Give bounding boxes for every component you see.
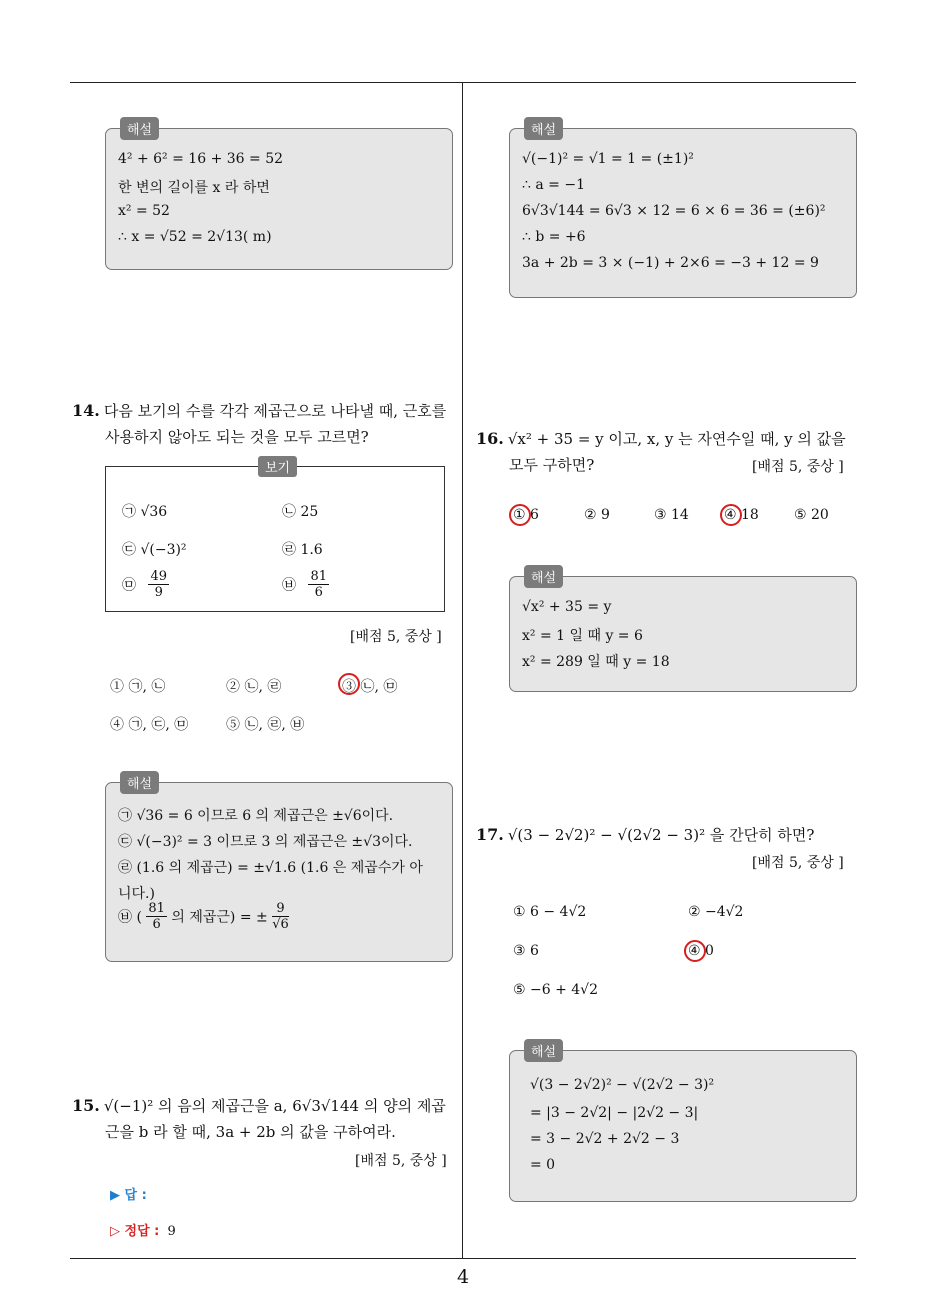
answer-prompt: ▶ 답 :	[110, 1188, 147, 1203]
solution-line: 니다.)	[118, 886, 155, 902]
top-rule	[70, 82, 856, 83]
fraction	[308, 569, 329, 600]
option-2[interactable]: ② ㉡, ㉣	[226, 679, 282, 695]
solution-box-17	[509, 1045, 857, 1202]
answer-mark	[509, 504, 531, 526]
solution-line: = 0	[530, 1157, 556, 1173]
solution-line: x² = 289 일 때 y = 18	[522, 654, 670, 670]
bogi-tag: 보기	[258, 456, 297, 477]
question-14	[72, 398, 460, 450]
bogi-item	[122, 569, 169, 600]
solution-line: 6√3√144 = 6√3 × 12 = 6 × 6 = 36 = (±6)²	[522, 203, 826, 219]
denominator: 9	[154, 585, 163, 600]
answer-mark	[684, 940, 706, 962]
answer-label	[110, 1184, 147, 1203]
solution-line: ∴ b = +6	[522, 229, 586, 245]
solution-line: √(3 − 2√2)² − √(2√2 − 3)²	[530, 1077, 715, 1093]
question-number: 17.	[476, 825, 504, 844]
answer-mark	[720, 504, 742, 526]
bogi-item: ㉣ 1.6	[282, 542, 323, 558]
option-3[interactable]: ③ 6	[513, 943, 539, 959]
option-4[interactable]: ④ ㉠, ㉢, ㉤	[110, 717, 189, 733]
bogi-item: ㉡ 25	[282, 504, 319, 520]
question-number: 15.	[72, 1096, 100, 1115]
solution-line: ㉣ (1.6 의 제곱근) = ±√1.6 (1.6 은 제곱수가 아	[118, 860, 423, 876]
option-1[interactable]: ① 6	[513, 507, 539, 523]
solution-line: 3a + 2b = 3 × (−1) + 2×6 = −3 + 12 = 9	[522, 255, 819, 271]
answer-mark	[338, 673, 360, 695]
question-text: √x² + 35 = y 이고, x, y 는 자연수일 때, y 의 값을	[507, 430, 846, 448]
option-4[interactable]: ④ 0	[688, 943, 714, 959]
bogi-mark: ㉥	[282, 577, 296, 594]
solution-line: x² = 52	[118, 203, 170, 219]
question-text: √(3 − 2√2)² − √(2√2 − 3)² 을 간단히 하면?	[507, 826, 815, 844]
fraction	[148, 569, 169, 600]
bogi-item	[282, 569, 329, 600]
option-1[interactable]: ① ㉠, ㉡	[110, 679, 166, 695]
question-17	[476, 822, 860, 848]
solution-tag: 해설	[120, 771, 159, 794]
option-2[interactable]: ② 9	[584, 507, 610, 523]
solution-tag: 해설	[524, 117, 563, 140]
option-4[interactable]: ④ 18	[724, 507, 759, 523]
solution-box-16	[509, 571, 857, 692]
question-15	[72, 1093, 460, 1145]
solution-line: 한 변의 길이를 x 라 하면	[118, 180, 270, 196]
fraction	[272, 901, 289, 932]
bogi-mark: ㉤	[122, 577, 136, 594]
solution-line: x² = 1 일 때 y = 6	[522, 628, 643, 644]
solution-line: √(−1)² = √1 = 1 = (±1)²	[522, 151, 694, 167]
denominator: 6	[152, 917, 161, 932]
numerator: 81	[310, 569, 327, 584]
page-number: 4	[456, 1266, 470, 1288]
points-label: [배점 5, 중상 ]	[752, 459, 844, 475]
option-5[interactable]: ⑤ ㉡, ㉣, ㉥	[226, 717, 305, 733]
solution-line: ∴ a = −1	[522, 177, 585, 193]
bogi-box	[105, 461, 445, 612]
solution-tag: 해설	[524, 565, 563, 588]
numerator: 9	[272, 901, 289, 917]
solution-box-13	[105, 123, 453, 270]
fraction	[146, 901, 167, 932]
question-text: 다음 보기의 수를 각각 제곱근으로 나타낼 때, 근호를	[103, 402, 447, 420]
solution-box-15	[509, 123, 857, 298]
solution-line: ∴ x = √52 = 2√13( m)	[118, 229, 272, 245]
column-divider	[462, 83, 463, 1258]
points-label: [배점 5, 중상 ]	[355, 1153, 447, 1169]
points-label: [배점 5, 중상 ]	[752, 855, 844, 871]
question-text: 근을 b 라 할 때, 3a + 2b 의 값을 구하여라.	[105, 1123, 396, 1141]
bogi-item: ㉠ √36	[122, 504, 168, 520]
denominator: 6	[314, 585, 323, 600]
numerator: 49	[150, 569, 167, 584]
bogi-item: ㉢ √(−3)²	[122, 542, 187, 558]
solution-line: ㉠ √36 = 6 이므로 6 의 제곱근은 ±√6이다.	[118, 808, 394, 824]
bottom-rule	[70, 1258, 856, 1259]
solution-tag: 해설	[524, 1039, 563, 1062]
question-number: 16.	[476, 429, 504, 448]
question-text: √(−1)² 의 음의 제곱근을 a, 6√3√144 의 양의 제곱	[103, 1097, 446, 1115]
solution-box-14	[105, 777, 453, 962]
solution-line: √x² + 35 = y	[522, 599, 612, 615]
option-3[interactable]: ③ 14	[654, 507, 689, 523]
question-text: 사용하지 않아도 되는 것을 모두 고르면?	[105, 428, 369, 446]
option-1[interactable]: ① 6 − 4√2	[513, 904, 587, 920]
denominator: √6	[272, 917, 289, 932]
option-2[interactable]: ② −4√2	[688, 904, 744, 920]
solution-line	[118, 901, 289, 932]
solution-line: 4² + 6² = 16 + 36 = 52	[118, 151, 284, 167]
numerator: 81	[148, 901, 165, 916]
points-label: [배점 5, 중상 ]	[350, 629, 442, 645]
solution-line: = |3 − 2√2| − |2√2 − 3|	[530, 1105, 699, 1121]
correct-label: ▷ 정답 :	[110, 1224, 160, 1239]
solution-tag: 해설	[120, 117, 159, 140]
correct-value: 9	[167, 1224, 176, 1239]
solution-line: ㉢ √(−3)² = 3 이므로 3 의 제곱근은 ±√3이다.	[118, 834, 413, 850]
solution-text: ㉥ (	[118, 909, 142, 926]
solution-line: = 3 − 2√2 + 2√2 − 3	[530, 1131, 680, 1147]
option-3[interactable]: ③ ㉡, ㉤	[342, 679, 398, 695]
correct-answer	[110, 1220, 176, 1239]
question-text: 모두 구하면?	[509, 456, 595, 474]
option-5[interactable]: ⑤ −6 + 4√2	[513, 982, 599, 998]
solution-text: 의 제곱근) = ±	[171, 909, 268, 926]
option-5[interactable]: ⑤ 20	[794, 507, 829, 523]
question-number: 14.	[72, 401, 100, 420]
